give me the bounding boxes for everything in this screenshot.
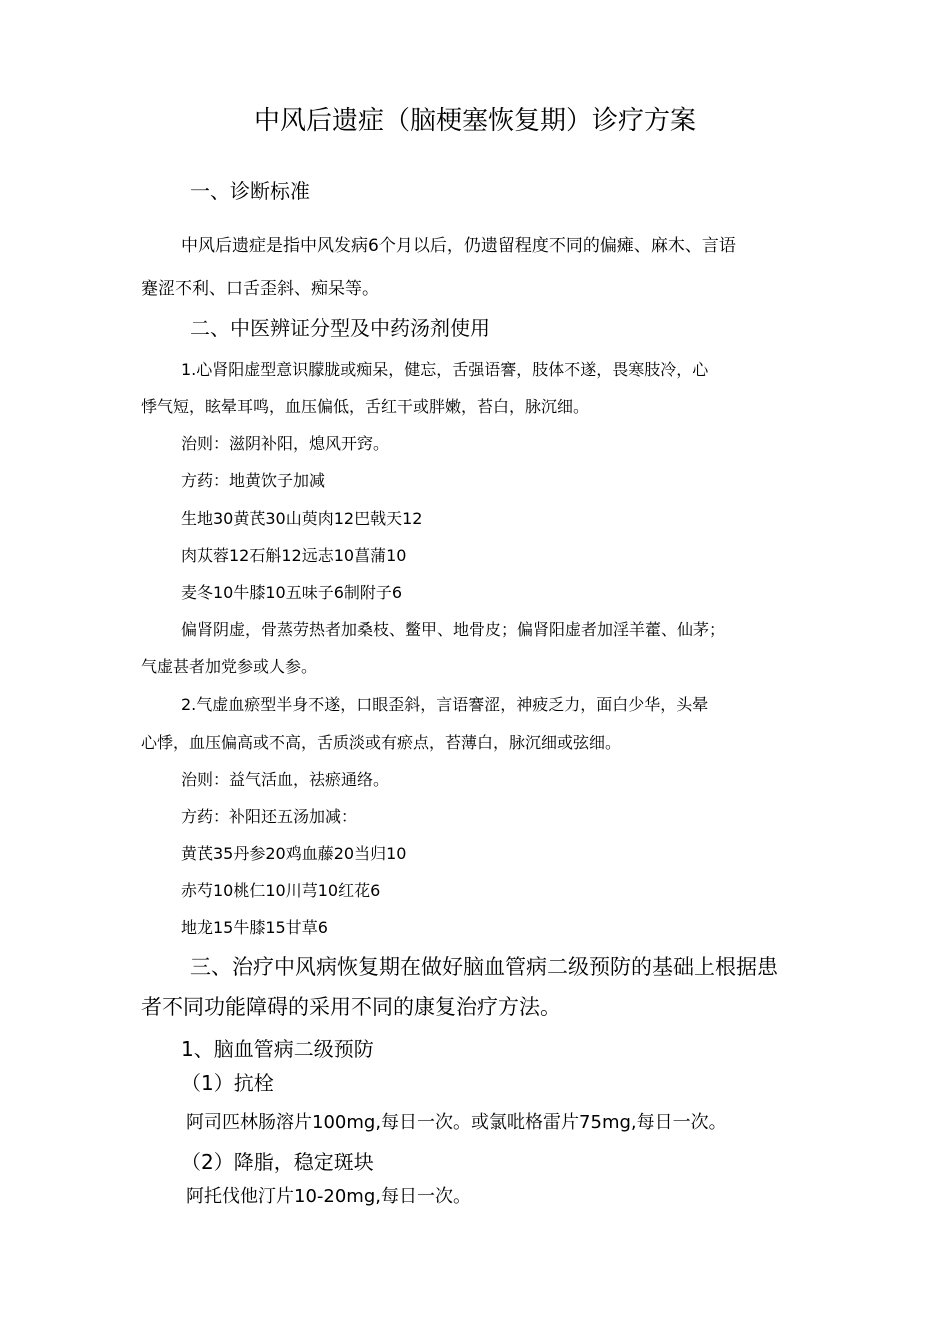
- type-1-herbs-line-3: 麦冬10牛膝10五味子6制附子6: [181, 583, 403, 602]
- section-3-subheading: 1、脑血管病二级预防: [181, 1037, 374, 1061]
- type-2-formula: 方药：补阳还五汤加减：: [181, 807, 358, 826]
- section-2-heading: 二、中医辨证分型及中药汤剂使用: [190, 316, 490, 340]
- type-2-description-line-1: 2.气虚血瘀型半身不遂，口眼歪斜，言语謇涩，神疲乏力，面白少华，头晕: [181, 695, 709, 714]
- type-1-modification-line-1: 偏肾阴虚，骨蒸劳热者加桑枝、鳖甲、地骨皮；偏肾阳虚者加淫羊藿、仙茅；: [181, 620, 726, 639]
- type-2-herbs-line-2: 赤芍10桃仁10川芎10红花6: [181, 881, 381, 900]
- section-1-heading: 一、诊断标准: [190, 179, 310, 203]
- section-3-heading-line-1: 三、治疗中风病恢复期在做好脑血管病二级预防的基础上根据患: [190, 955, 778, 979]
- document-title: 中风后遗症（脑梗塞恢复期）诊疗方案: [253, 106, 696, 136]
- type-1-treatment: 治则：滋阴补阳，熄风开窍。: [181, 434, 390, 453]
- antithrombotic-text: 阿司匹林肠溶片100mg,每日一次。或氯吡格雷片75mg,每日一次。: [186, 1112, 727, 1133]
- section-1-paragraph-line-2: 蹇涩不利、口舌歪斜、痴呆等。: [141, 279, 379, 299]
- antithrombotic-title: （1）抗栓: [181, 1071, 274, 1095]
- type-2-description-line-2: 心悸，血压偏高或不高，舌质淡或有瘀点，苔薄白，脉沉细或弦细。: [141, 733, 622, 752]
- type-2-treatment: 治则：益气活血，祛瘀通络。: [181, 770, 390, 789]
- type-1-description-line-2: 悸气短，眩晕耳鸣，血压偏低，舌红干或胖嫩，苔白，脉沉细。: [141, 397, 590, 416]
- type-1-formula: 方药：地黄饮子加减: [181, 471, 326, 490]
- section-3-heading-line-2: 者不同功能障碍的采用不同的康复治疗方法。: [141, 995, 561, 1019]
- section-1-paragraph-line-1: 中风后遗症是指中风发病6个月以后，仍遗留程度不同的偏瘫、麻木、言语: [181, 236, 736, 256]
- type-1-herbs-line-1: 生地30黄芪30山萸肉12巴戟天12: [181, 509, 423, 528]
- type-1-description-line-1: 1.心肾阳虚型意识朦胧或痴呆，健忘，舌强语謇，肢体不遂，畏寒肢冷，心: [181, 360, 709, 379]
- type-2-herbs-line-3: 地龙15牛膝15甘草6: [181, 918, 328, 937]
- lipid-lowering-text: 阿托伐他汀片10-20mg,每日一次。: [186, 1186, 471, 1207]
- type-1-herbs-line-2: 肉苁蓉12石斛12远志10菖蒲10: [181, 546, 407, 565]
- type-1-modification-line-2: 气虚甚者加党参或人参。: [141, 657, 318, 676]
- type-2-herbs-line-1: 黄芪35丹参20鸡血藤20当归10: [181, 844, 407, 863]
- lipid-lowering-title: （2）降脂，稳定斑块: [181, 1150, 374, 1174]
